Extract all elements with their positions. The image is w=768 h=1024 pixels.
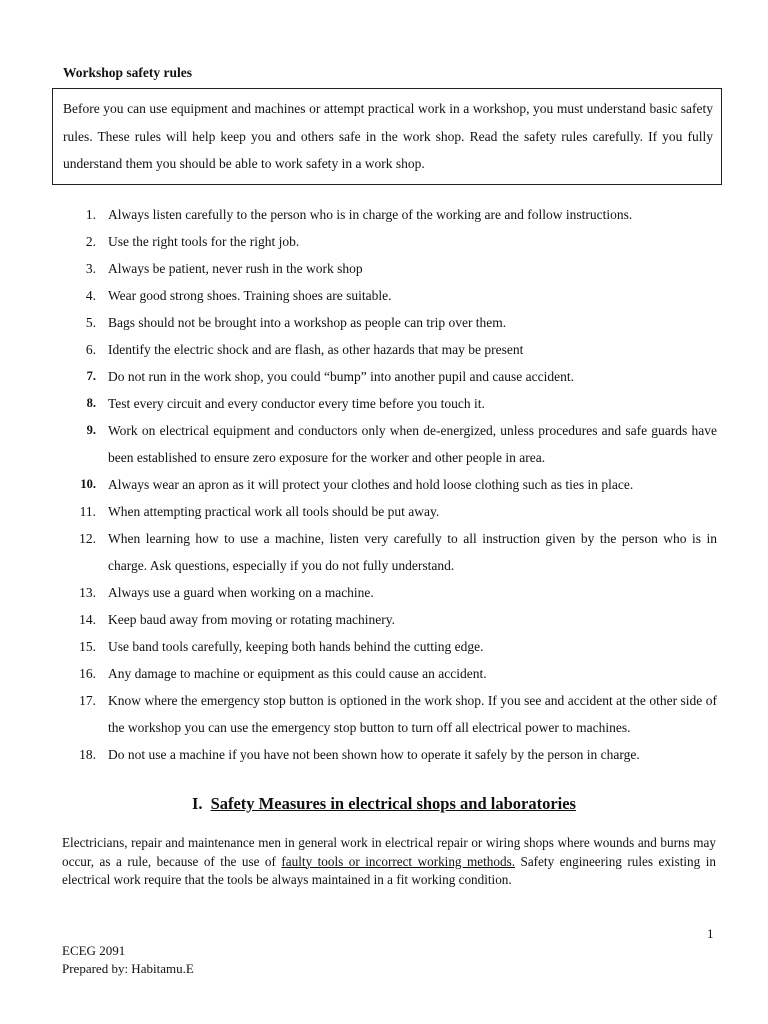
- rule-text: Know where the emergency stop button is optioned in the work shop. If you see and accident at the other side of the workshop you can use the emergency stop button to turn off all electrical power to machines.: [108, 693, 717, 735]
- section-paragraph: [62, 834, 716, 890]
- rule-number: 4.: [85, 288, 96, 303]
- footer: [62, 942, 194, 978]
- section-number: I.: [192, 794, 203, 813]
- rule-number: 14.: [79, 612, 96, 627]
- rule-number: 15.: [79, 639, 96, 654]
- rule-text: Use the right tools for the right job.: [108, 234, 300, 249]
- rule-item: [0, 741, 768, 768]
- rule-number: 17.: [79, 693, 96, 708]
- rule-text: Test every circuit and every conductor every time before you touch it.: [108, 396, 485, 411]
- rule-item: [0, 417, 768, 471]
- section-title: Safety Measures in electrical shops and laboratories: [210, 794, 576, 813]
- rule-item: [0, 525, 768, 579]
- rule-number: 12.: [79, 531, 96, 546]
- footer-course: ECEG 2091: [62, 943, 126, 958]
- rule-number: 10.: [80, 477, 96, 491]
- rule-item: [0, 309, 768, 336]
- section-text-underlined: faulty tools or incorrect working methods.: [281, 853, 515, 869]
- rule-text: Always be patient, never rush in the work shop: [108, 261, 363, 276]
- rule-text: Do not run in the work shop, you could “bump” into another pupil and cause accident.: [108, 369, 575, 384]
- rule-text: Keep baud away from moving or rotating machinery.: [108, 612, 396, 627]
- rule-number: 2.: [85, 234, 96, 249]
- rule-item: [0, 579, 768, 606]
- rule-number: 1.: [85, 207, 96, 222]
- section-text-start: Electricians, repair and maintenance men in general work in electrical repair or wiring shops where wounds and burns may occur, as a rule, because of the use of: [62, 835, 716, 869]
- rule-text: Always wear an apron as it will protect your clothes and hold loose clothing such as ties in place.: [108, 477, 634, 492]
- intro-box: [52, 88, 722, 185]
- rule-item: [0, 255, 768, 282]
- rule-text: Work on electrical equipment and conductors only when de-energized, unless procedures and safe guards have been established to ensure zero exposure for the worker and other people in area.: [108, 423, 717, 465]
- rule-number: 11.: [79, 504, 96, 519]
- rule-item: [0, 471, 768, 498]
- rule-item: [0, 660, 768, 687]
- rule-text: Bags should not be brought into a workshop as people can trip over them.: [108, 315, 507, 330]
- page-number: 1: [707, 926, 714, 941]
- rule-text: Wear good strong shoes. Training shoes are suitable.: [108, 288, 392, 303]
- intro-text: Before you can use equipment and machines or attempt practical work in a workshop, you must understand basic safety rules. These rules will help keep you and others safe in the work shop. Read the safety rules carefully. If you fully understand them you should be able to work safety in a work shop.: [63, 101, 713, 171]
- page-title: Workshop safety rules: [63, 65, 193, 80]
- rule-text: When attempting practical work all tools should be put away.: [108, 504, 440, 519]
- rule-item: [0, 282, 768, 309]
- rule-text: Any damage to machine or equipment as this could cause an accident.: [108, 666, 487, 681]
- rule-number: 16.: [79, 666, 96, 681]
- rule-text: Identify the electric shock and are flash, as other hazards that may be present: [108, 342, 524, 357]
- rule-number: 8.: [86, 396, 96, 410]
- rule-item: [0, 363, 768, 390]
- section-heading: [0, 794, 768, 814]
- rule-number: 5.: [85, 315, 96, 330]
- rule-item: [0, 633, 768, 660]
- rule-item: [0, 606, 768, 633]
- rule-number: 18.: [79, 747, 96, 762]
- rule-number: 6.: [85, 342, 96, 357]
- rule-number: 3.: [85, 261, 96, 276]
- rule-number: 13.: [79, 585, 96, 600]
- rule-number: 9.: [86, 423, 96, 437]
- rule-text: When learning how to use a machine, listen very carefully to all instruction given by the person who is in charge. Ask questions, especially if you do not fully understand.: [108, 531, 717, 573]
- footer-prepared-by: Prepared by: Habitamu.E: [62, 961, 194, 976]
- section-text-end: Safety engineering rules existing in electrical work require that the tools be always maintained in a fit working condition.: [62, 853, 716, 887]
- rule-item: [0, 687, 768, 741]
- safety-rules-list: [0, 201, 768, 768]
- rule-item: [0, 336, 768, 363]
- rule-text: Do not use a machine if you have not been shown how to operate it safely by the person in charge.: [108, 747, 640, 762]
- rule-text: Always use a guard when working on a machine.: [108, 585, 374, 600]
- rule-text: Use band tools carefully, keeping both hands behind the cutting edge.: [108, 639, 484, 654]
- rule-item: [0, 228, 768, 255]
- rule-item: [0, 390, 768, 417]
- rule-item: [0, 498, 768, 525]
- rule-item: [0, 201, 768, 228]
- rule-number: 7.: [86, 369, 96, 383]
- rule-text: Always listen carefully to the person who is in charge of the working are and follow instructions.: [108, 207, 633, 222]
